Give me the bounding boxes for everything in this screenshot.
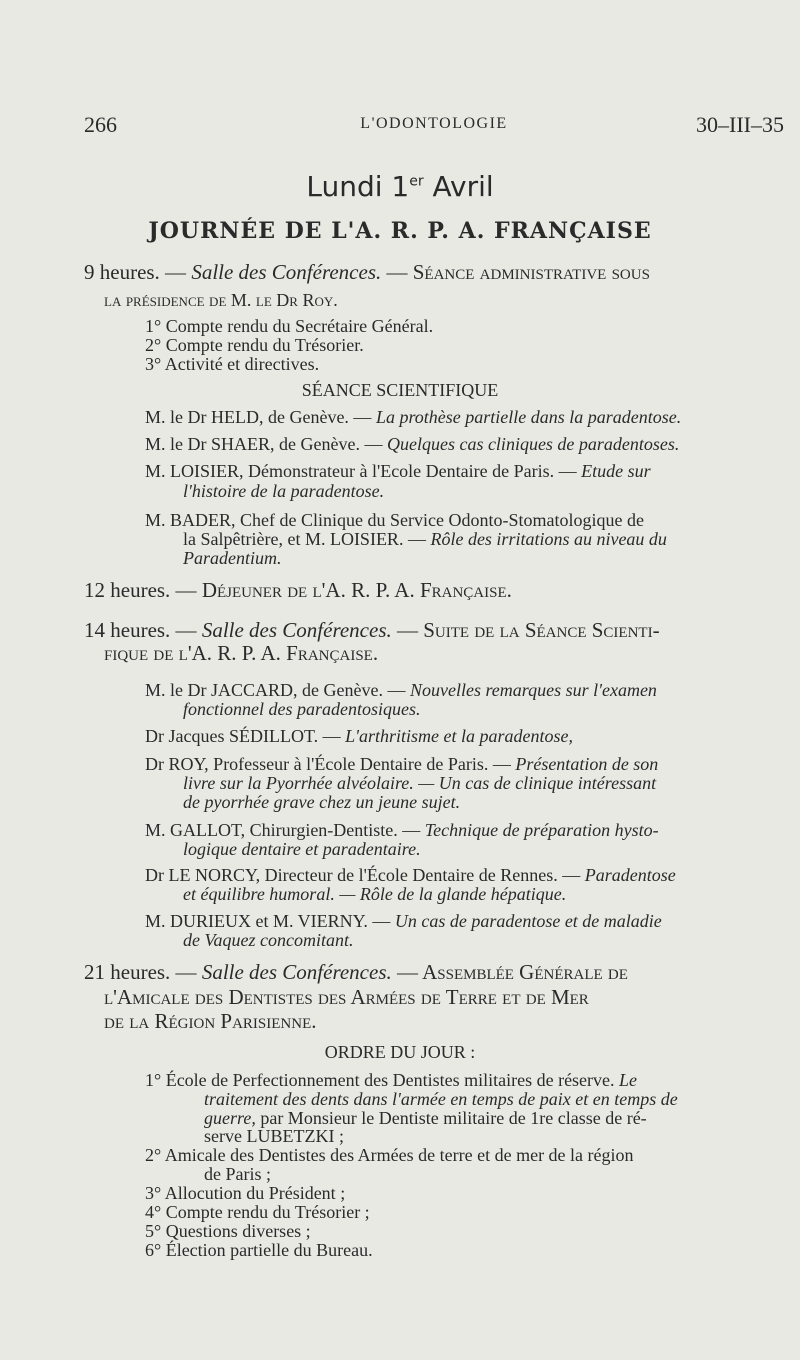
talk-entry: Dr ROY, Professeur à l'École Dentaire de Paris. — Présentation de son xyxy=(145,754,659,774)
talk-entry-cont: fonctionnel des paradentosiques. xyxy=(183,699,421,719)
talk-entry-cont: et équilibre humoral. — Rôle de la glande hépatique. xyxy=(183,884,567,904)
agenda-item: 1° Compte rendu du Secrétaire Général. xyxy=(145,316,434,336)
talk-entry: M. BADER, Chef de Clinique du Service Odonto-Stomatologique de xyxy=(145,510,644,530)
issue-date: 30–III–35 xyxy=(696,112,784,137)
session-14h-line1: 14 heures. — Salle des Conférences. — Suite de la Séance Scienti- xyxy=(84,618,660,642)
talk-entry: Dr LE NORCY, Directeur de l'École Dentaire de Rennes. — Paradentose xyxy=(145,865,676,885)
talk-entry: M. DURIEUX et M. VIERNY. — Un cas de paradentose et de maladie xyxy=(145,911,662,931)
page-subtitle: JOURNÉE DE L'A. R. P. A. FRANÇAISE xyxy=(148,218,652,244)
agenda-item: 1° École de Perfectionnement des Dentistes militaires de réserve. Le xyxy=(145,1070,638,1090)
agenda-item: 6° Élection partielle du Bureau. xyxy=(145,1240,373,1260)
session-12h: 12 heures. — Déjeuner de l'A. R. P. A. Française. xyxy=(84,578,512,602)
agenda-item-cont: traitement des dents dans l'armée en temps de paix et en temps de xyxy=(204,1089,678,1109)
talk-entry-cont: de Vaquez concomitant. xyxy=(183,930,354,950)
section-heading: ORDRE DU JOUR : xyxy=(324,1042,476,1062)
session-9h-line2: la présidence de M. le Dr Roy. xyxy=(104,290,338,310)
talk-entry: M. le Dr JACCARD, de Genève. — Nouvelles remarques sur l'examen xyxy=(145,680,657,700)
session-9h-line1: 9 heures. — Salle des Conférences. — Séance administrative sous xyxy=(84,260,650,284)
agenda-item-cont: serve LUBETZKI ; xyxy=(204,1126,344,1146)
agenda-item: 3° Activité et directives. xyxy=(145,354,320,374)
talk-entry: Dr Jacques SÉDILLOT. — L'arthritisme et la paradentose, xyxy=(145,726,573,746)
running-header xyxy=(84,112,784,142)
agenda-item: 3° Allocution du Président ; xyxy=(145,1183,346,1203)
session-21h-line3: de la Région Parisienne. xyxy=(104,1009,317,1033)
talk-entry: M. LOISIER, Démonstrateur à l'Ecole Dentaire de Paris. — Etude sur xyxy=(145,461,651,481)
talk-entry-cont: de pyorrhée grave chez un jeune sujet. xyxy=(183,792,461,812)
agenda-item-cont: de Paris ; xyxy=(204,1164,271,1184)
talk-entry: M. le Dr SHAER, de Genève. — Quelques cas cliniques de paradentoses. xyxy=(145,434,680,454)
session-21h-line1: 21 heures. — Salle des Conférences. — Assemblée Générale de xyxy=(84,960,628,984)
talk-entry: M. le Dr HELD, de Genève. — La prothèse partielle dans la paradentose. xyxy=(145,407,682,427)
talk-entry-cont: livre sur la Pyorrhée alvéolaire. — Un cas de clinique intéressant xyxy=(183,773,657,793)
section-heading: SÉANCE SCIENTIFIQUE xyxy=(301,380,499,400)
talk-entry: M. GALLOT, Chirurgien-Dentiste. — Technique de préparation hysto- xyxy=(145,820,659,840)
talk-entry-cont: l'histoire de la paradentose. xyxy=(183,481,385,501)
talk-entry-cont: la Salpêtrière, et M. LOISIER. — Rôle des irritations au niveau du xyxy=(183,529,667,549)
journal-title: L'ODONTOLOGIE xyxy=(360,115,508,132)
agenda-item: 2° Compte rendu du Trésorier. xyxy=(145,335,364,355)
page-title: Lundi 1er Avril xyxy=(306,170,494,203)
agenda-item: 4° Compte rendu du Trésorier ; xyxy=(145,1202,370,1222)
agenda-item: 5° Questions diverses ; xyxy=(145,1221,311,1241)
talk-entry-cont: logique dentaire et paradentaire. xyxy=(183,839,421,859)
agenda-item-cont: guerre, par Monsieur le Dentiste militaire de 1re classe de ré- xyxy=(204,1108,647,1128)
session-14h-line2: fique de l'A. R. P. A. Française. xyxy=(104,641,379,665)
session-21h-line2: l'Amicale des Dentistes des Armées de Terre et de Mer xyxy=(104,985,589,1009)
talk-entry-cont: Paradentium. xyxy=(183,548,282,568)
page-number: 266 xyxy=(84,112,117,137)
agenda-item: 2° Amicale des Dentistes des Armées de terre et de mer de la région xyxy=(145,1145,634,1165)
